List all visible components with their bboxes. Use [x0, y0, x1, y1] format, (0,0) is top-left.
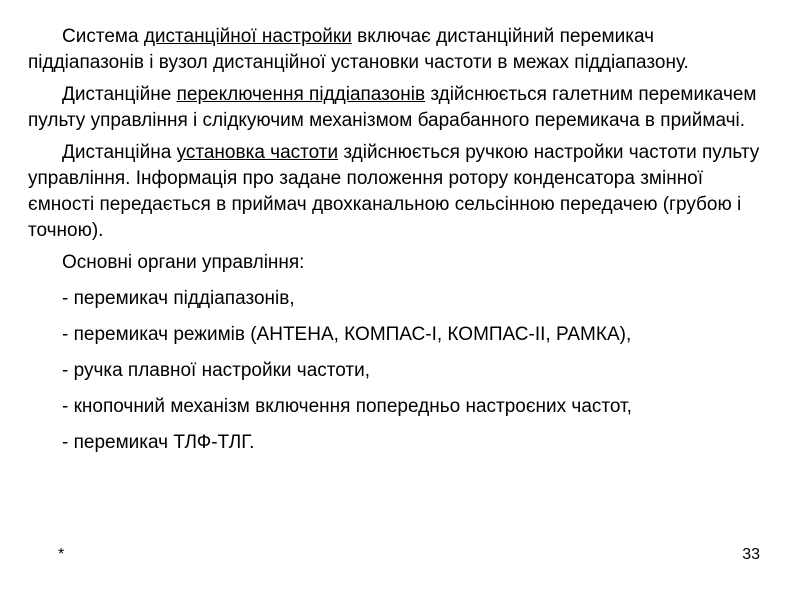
page-number: 33	[742, 546, 760, 563]
controls-list-intro: Основні органи управління:	[62, 252, 305, 273]
paragraph-text: Система	[62, 26, 144, 47]
list-item: - кнопочний механізм включення попередньо настроєних частот,	[62, 396, 632, 417]
paragraph-text: здійснюється ручкою настройки частоти пульту управління. Інформація про задане положення ротору конденсатора змінної ємності передається в приймач двохканальною сельсінною передачею (грубою і точною).	[28, 142, 760, 241]
paragraph-text: здійснюється галетним перемикачем пульту управління і слідкуючим механізмом барабанного перемикача в приймачі.	[28, 84, 757, 131]
list-item: - ручка плавної настройки частоти,	[62, 360, 370, 381]
slide-body	[28, 24, 768, 466]
paragraph-text: Дистанційне	[62, 84, 177, 105]
underlined-term: дистанційної настройки	[143, 26, 352, 47]
list-item: - перемикач піддіапазонів,	[62, 288, 295, 309]
underlined-term: переключення піддіапазонів	[176, 84, 426, 105]
list-item: - перемикач режимів (АНТЕНА, КОМПАС-І, КОМПАС-ІІ, РАМКА),	[62, 324, 632, 345]
underlined-term: установка частоти	[176, 142, 339, 163]
paragraph-text: Дистанційна	[62, 142, 177, 163]
paragraph-frequency-setting	[28, 140, 768, 244]
footer-asterisk: *	[58, 546, 65, 563]
paragraph-remote-tuning	[28, 24, 768, 76]
paragraph-subband-switching	[28, 82, 768, 134]
paragraph-text: включає дистанційний перемикач піддіапазонів і вузол дистанційної установки частоти в межах піддіапазону.	[28, 26, 689, 73]
list-item: - перемикач ТЛФ-ТЛГ.	[62, 432, 255, 453]
